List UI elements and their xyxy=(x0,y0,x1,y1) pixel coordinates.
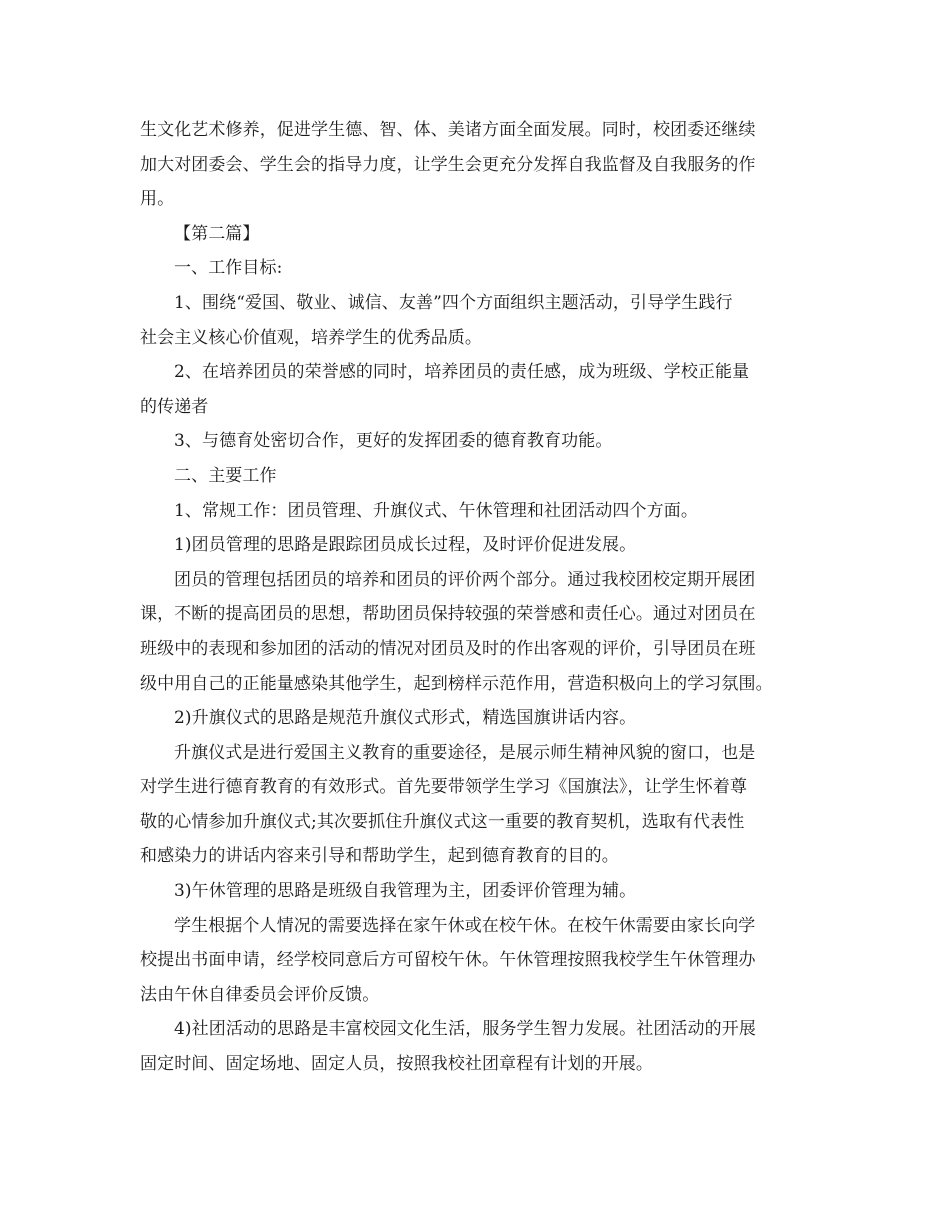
text-line: 法由午休自律委员会评价反馈。 xyxy=(140,984,380,1005)
text-line: 固定时间、固定场地、固定人员，按照我校社团章程有计划的开展。 xyxy=(140,1054,653,1075)
text-line: 2)升旗仪式的思路是规范升旗仪式形式，精选国旗讲话内容。 xyxy=(174,708,637,729)
text-line: 1)团员管理的思路是跟踪团员成长过程，及时评价促进发展。 xyxy=(174,535,637,556)
text-line: 社会主义核心价值观，培养学生的优秀品质。 xyxy=(140,327,482,348)
text-line: 1、常规工作：团员管理、升旗仪式、午休管理和社团活动四个方面。 xyxy=(174,500,698,521)
text-line: 校提出书面申请，经学校同意后方可留校午休。午休管理按照我校学生午休管理办 xyxy=(140,950,756,971)
subsection-heading: 一、工作目标: xyxy=(174,258,283,279)
text-line: 和感染力的讲话内容来引导和帮助学生，起到德育教育的目的。 xyxy=(140,846,619,867)
text-line: 学生根据个人情况的需要选择在家午休或在校午休。在校午休需要由家长向学 xyxy=(174,915,756,936)
text-line: 升旗仪式是进行爱国主义教育的重要途径，是展示师生精神风貌的窗口，也是 xyxy=(174,742,756,763)
text-line: 3)午休管理的思路是班级自我管理为主，团委评价管理为辅。 xyxy=(174,881,637,902)
text-line: 对学生进行德育教育的有效形式。首先要带领学生学习《国旗法》，让学生怀着尊 xyxy=(140,777,748,798)
text-line: 1、围绕“爱国、敬业、诚信、友善”四个方面组织主题活动，引导学生践行 xyxy=(174,292,733,313)
text-line: 级中用自己的正能量感染其他学生，起到榜样示范作用，营造积极向上的学习氛围。 xyxy=(140,673,773,694)
text-line: 2、在培养团员的荣誉感的同时，培养团员的责任感，成为班级、学校正能量 xyxy=(174,362,750,383)
document-body xyxy=(140,113,820,1082)
text-line: 生文化艺术修养，促进学生德、智、体、美诸方面全面发展。同时，校团委还继续 xyxy=(140,120,756,140)
text-line: 用。 xyxy=(140,189,175,210)
text-line: 敬的心情参加升旗仪式;其次要抓住升旗仪式这一重要的教育契机，选取有代表性 xyxy=(140,811,745,832)
section-heading: 【第二篇】 xyxy=(174,223,260,244)
text-line: 团员的管理包括团员的培养和团员的评价两个部分。通过我校团校定期开展团 xyxy=(174,569,756,590)
text-line: 3、与德育处密切合作，更好的发挥团委的德育教育功能。 xyxy=(174,431,613,452)
text-line: 4)社团活动的思路是丰富校园文化生活，服务学生智力发展。社团活动的开展 xyxy=(174,1019,756,1040)
text-line: 班级中的表现和参加团的活动的情况对团员及时的作出客观的评价，引导团员在班 xyxy=(140,638,756,659)
subsection-heading: 二、主要工作 xyxy=(174,465,277,486)
text-line: 课，不断的提高团员的思想，帮助团员保持较强的荣誉感和责任心。通过对团员在 xyxy=(140,604,756,625)
text-line: 的传递者 xyxy=(140,396,209,417)
text-line: 加大对团委会、学生会的指导力度，让学生会更充分发挥自我监督及自我服务的作 xyxy=(140,154,756,175)
